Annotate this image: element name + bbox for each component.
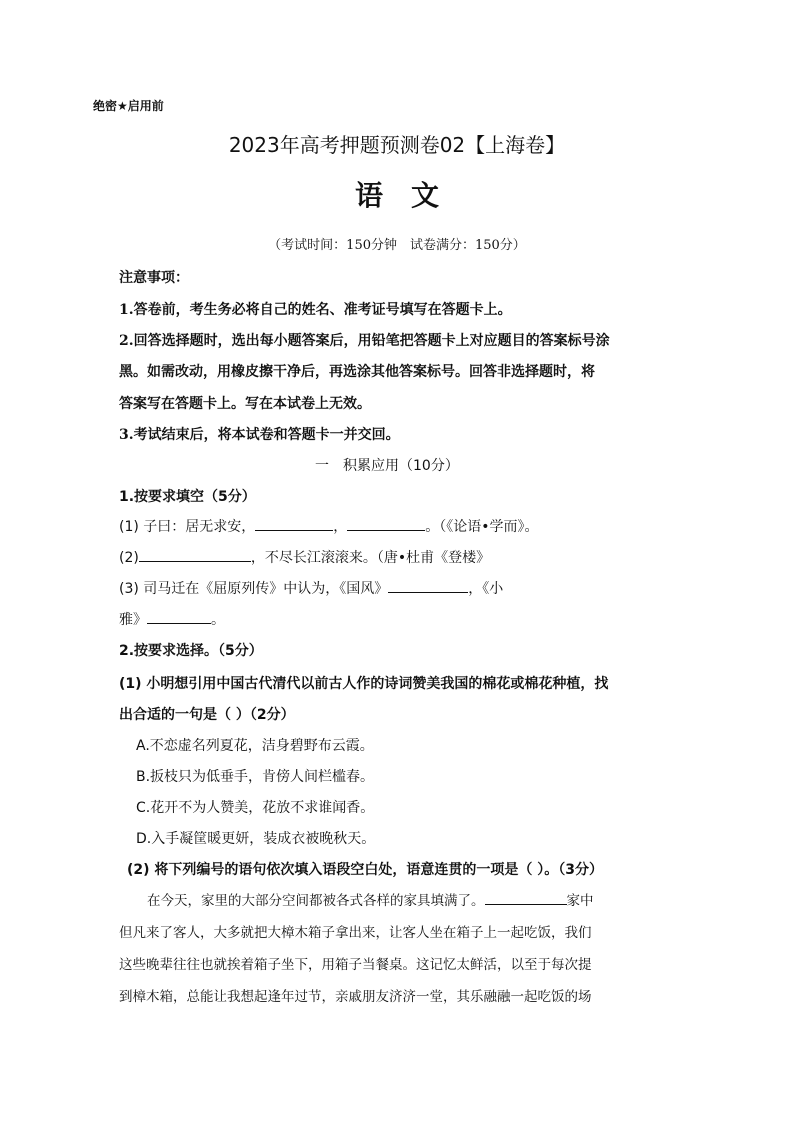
question-2-sub-2: (2) 将下列编号的语句依次填入语段空白处，语意连贯的一项是（ ）。（3分） <box>127 862 604 878</box>
option-d: D.入手凝筐暖更妍，装成衣被晚秋天。 <box>136 831 376 847</box>
note-item-2-line-1: 2.回答选择题时，选出每小题答案后，用铅笔把答题卡上对应题目的答案标号涂 <box>119 333 610 349</box>
notes-heading: 注意事项： <box>119 270 189 286</box>
answer-blank <box>347 516 425 531</box>
answer-blank <box>388 578 468 593</box>
question-1-part-1: (1) 子曰：居无求安， ， 。（《论语•学而》。 <box>119 516 539 536</box>
question-2-sub-1-line-1: (1) 小明想引用中国古代清代以前古人作的诗词赞美我国的棉花或棉花种植，找 <box>119 676 609 692</box>
confidential-label: 绝密★启用前 <box>93 99 164 113</box>
note-item-2-line-2: 黑。如需改动，用橡皮擦干净后，再选涂其他答案标号。回答非选择题时，将 <box>119 364 595 380</box>
section-title: 一 积累应用（10分） <box>315 458 459 474</box>
passage-line-2: 但凡来了客人，大多就把大樟木箱子拿出来，让客人坐在箱子上一起吃饭，我们 <box>119 925 592 941</box>
note-item-2-line-3: 答案写在答题卡上。写在本试卷上无效。 <box>119 396 371 412</box>
answer-blank <box>139 547 251 562</box>
question-1-heading: 1.按要求填空（5分） <box>119 489 256 505</box>
answer-blank <box>485 890 567 905</box>
passage-line-1: 在今天，家里的大部分空间都被各式各样的家具填满了。 家中 <box>147 889 594 909</box>
question-1-part-2: (2) ，不尽长江滚滚来。（唐•杜甫《登楼》 <box>119 547 490 567</box>
question-1-part-3-line-1: (3) 司马迁在《屈原列传》中认为，《国风》 ，《小 <box>119 578 503 598</box>
option-a: A.不恋虚名列夏花，洁身碧野布云霞。 <box>136 738 374 754</box>
note-item-3: 3.考试结束后，将本试卷和答题卡一并交回。 <box>119 427 400 443</box>
question-2-sub-1-line-2: 出合适的一句是（ ）（2分） <box>119 707 295 723</box>
option-c: C.花开不为人赞美，花放不求谁闻香。 <box>136 800 375 816</box>
note-item-1: 1.答卷前，考生务必将自己的姓名、准考证号填写在答题卡上。 <box>119 302 512 318</box>
passage-line-4: 到樟木箱，总能让我想起逢年过节，亲戚朋友济济一堂，其乐融融一起吃饭的场 <box>119 989 592 1005</box>
question-2-heading: 2.按要求选择。（5分） <box>119 643 263 659</box>
question-1-part-3-line-2: 雅》 。 <box>119 609 225 629</box>
exam-info: （考试时间：150分钟 试卷满分：150分） <box>268 238 526 253</box>
option-b: B.扳枝只为低垂手，肯傍人间栏槛春。 <box>136 769 375 785</box>
passage-line-3: 这些晚辈往往也就挨着箱子坐下，用箱子当餐桌。这记忆太鲜活，以至于每次提 <box>119 957 592 973</box>
subject-title: 语 文 <box>354 179 439 212</box>
exam-title: 2023年高考押题预测卷02【上海卷】 <box>228 133 566 157</box>
answer-blank <box>255 516 333 531</box>
answer-blank <box>147 609 211 624</box>
